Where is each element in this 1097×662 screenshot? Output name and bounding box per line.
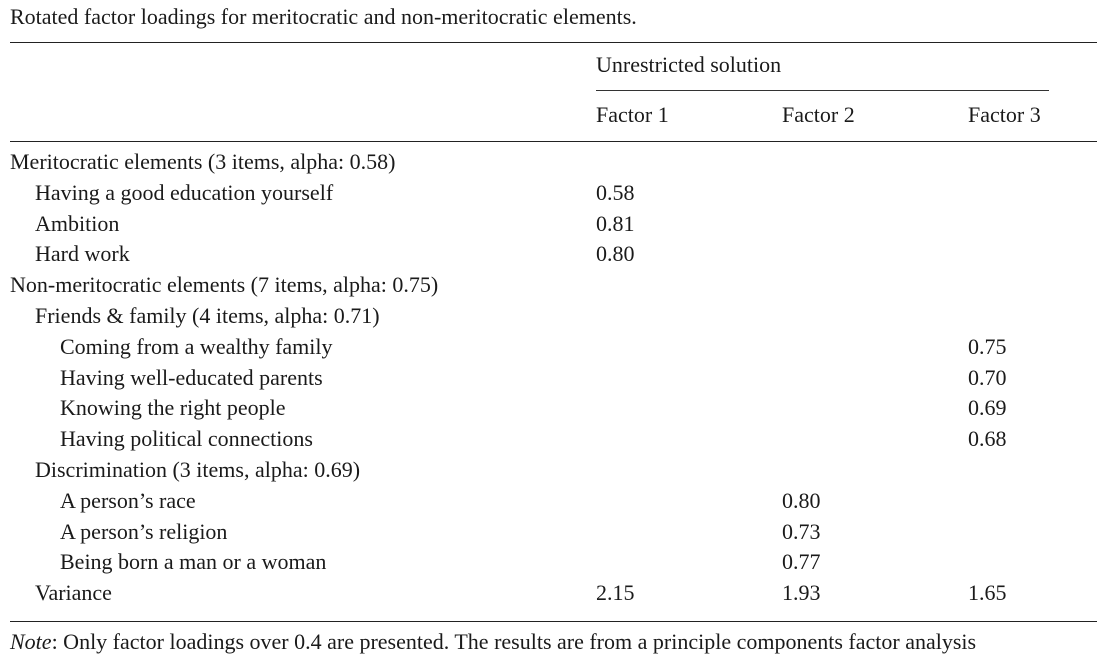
header-rule — [10, 141, 1097, 142]
table-row — [0, 303, 1097, 334]
factor-2-value: 0.77 — [782, 549, 821, 574]
row-label: Hard work — [35, 241, 130, 266]
factor-3-value: 1.65 — [968, 580, 1007, 605]
row-label: A person’s religion — [60, 519, 228, 544]
row-label: Discrimination (3 items, alpha: 0.69) — [35, 457, 361, 482]
row-label: Meritocratic elements (3 items, alpha: 0.58) — [10, 149, 396, 174]
factor-2-value: 0.80 — [782, 488, 821, 513]
factor-3-value: 0.75 — [968, 334, 1007, 359]
factor-2-value: 1.93 — [782, 580, 821, 605]
table-row — [0, 488, 1097, 519]
group-header: Unrestricted solution — [596, 52, 782, 77]
factor-3-value: 0.69 — [968, 395, 1007, 420]
row-label: Knowing the right people — [60, 395, 286, 420]
row-label: A person’s race — [60, 488, 196, 513]
table-row — [0, 549, 1097, 580]
table-row — [0, 426, 1097, 457]
table-row — [0, 241, 1097, 272]
row-label: Having a good education yourself — [35, 180, 334, 205]
column-header-factor-1: Factor 1 — [596, 102, 669, 127]
table-row — [0, 272, 1097, 303]
table-row — [0, 180, 1097, 211]
table-note — [10, 629, 976, 655]
table-caption: Rotated factor loadings for meritocratic and non-meritocratic elements. — [10, 4, 637, 29]
column-header-factor-2: Factor 2 — [782, 102, 855, 127]
bottom-rule — [10, 621, 1097, 622]
row-label: Variance — [35, 580, 112, 605]
table-row — [0, 519, 1097, 550]
factor-1-value: 2.15 — [596, 580, 635, 605]
row-label: Being born a man or a woman — [60, 549, 327, 574]
factor-1-value: 0.81 — [596, 211, 635, 236]
table-row — [0, 580, 1097, 611]
factor-2-value: 0.73 — [782, 519, 821, 544]
column-header-factor-3: Factor 3 — [968, 102, 1041, 127]
row-label: Coming from a wealthy family — [60, 334, 333, 359]
note-text: : Only factor loadings over 0.4 are presented. The results are from a principle components factor analysis — [51, 629, 977, 654]
row-label: Ambition — [35, 211, 120, 236]
factor-1-value: 0.58 — [596, 180, 635, 205]
table-row — [0, 334, 1097, 365]
row-label: Having political connections — [60, 426, 313, 451]
table-row — [0, 149, 1097, 180]
factor-3-value: 0.68 — [968, 426, 1007, 451]
top-rule — [10, 42, 1097, 43]
row-label: Friends & family (4 items, alpha: 0.71) — [35, 303, 380, 328]
table-row — [0, 365, 1097, 396]
table-row — [0, 211, 1097, 242]
table-row — [0, 395, 1097, 426]
row-label: Having well-educated parents — [60, 365, 323, 390]
group-header-rule — [596, 90, 1049, 91]
row-label: Non-meritocratic elements (7 items, alpha: 0.75) — [10, 272, 439, 297]
table-row — [0, 457, 1097, 488]
factor-3-value: 0.70 — [968, 365, 1007, 390]
note-label: Note — [10, 629, 52, 654]
factor-1-value: 0.80 — [596, 241, 635, 266]
